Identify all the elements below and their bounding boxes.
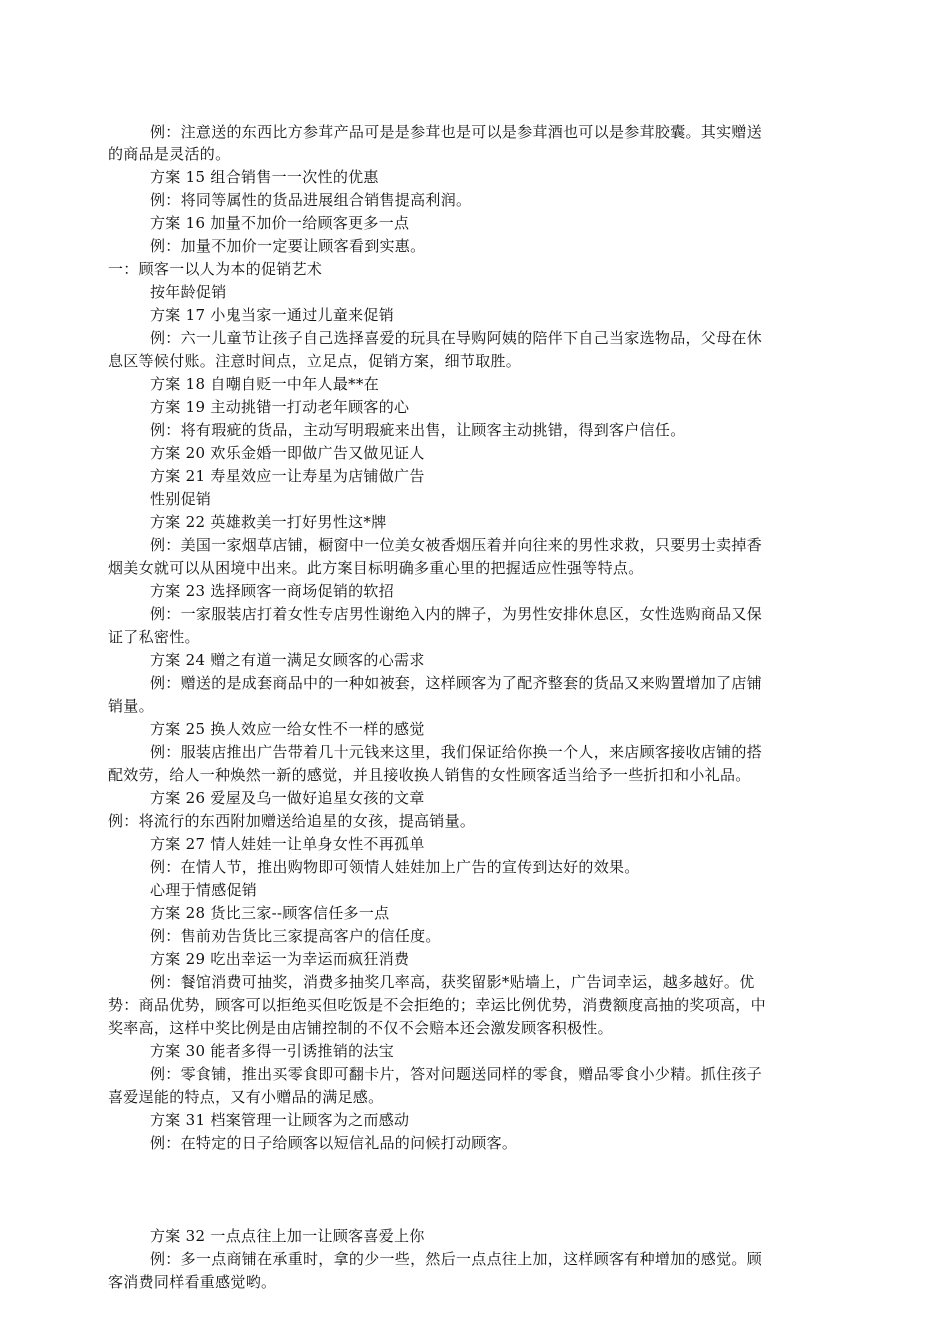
text-line: 方案 30 能者多得一引诱推销的法宝 (150, 1042, 395, 1060)
text-line: 例：在情人节，推出购物即可领情人娃娃加上广告的宣传到达好的效果。 (150, 858, 640, 876)
text-line: 方案 23 选择顾客一商场促销的软招 (150, 582, 395, 600)
text-line: 心理于情感促销 (150, 881, 258, 899)
text-line: 息区等候付账。注意时间点，立足点，促销方案，细节取胜。 (108, 352, 522, 370)
text-line: 例：多一点商铺在承重时，拿的少一些，然后一点点往上加，这样顾客有种增加的感觉。顾 (150, 1250, 763, 1268)
text-line: 喜爱逞能的特点，又有小赠品的满足感。 (108, 1088, 384, 1106)
text-line: 销量。 (108, 697, 154, 715)
text-line: 按年龄促销 (150, 283, 227, 301)
text-line: 势：商品优势，顾客可以拒绝买但吃饭是不会拒绝的；幸运比例优势，消费额度高抽的奖项高，中 (108, 996, 766, 1014)
text-line: 方案 21 寿星效应一让寿星为店铺做广告 (150, 467, 425, 485)
text-line: 烟美女就可以从困境中出来。此方案目标明确多重心里的把握适应性强等特点。 (108, 559, 644, 577)
text-line: 客消费同样看重感觉哟。 (108, 1273, 277, 1291)
text-line: 证了私密性。 (108, 628, 200, 646)
text-line: 方案 27 情人娃娃一让单身女性不再孤单 (150, 835, 425, 853)
text-line: 例：赠送的是成套商品中的一种如被套，这样顾客为了配齐整套的货品又来购置增加了店铺 (150, 674, 763, 692)
text-line: 方案 22 英雄救美一打好男性这*牌 (150, 513, 387, 531)
text-line: 方案 32 一点点往上加一让顾客喜爱上你 (150, 1227, 425, 1245)
text-line: 例：美国一家烟草店铺，橱窗中一位美女被香烟压着并向往来的男性求救，只要男士卖掉香 (150, 536, 763, 554)
text-line: 方案 17 小鬼当家一通过儿童来促销 (150, 306, 395, 324)
text-line: 的商品是灵活的。 (108, 145, 231, 163)
text-line: 方案 15 组合销售一一次性的优惠 (150, 168, 379, 186)
text-line: 方案 29 吃出幸运一为幸运而疯狂消费 (150, 950, 410, 968)
text-line: 例：六一儿童节让孩子自己选择喜爱的玩具在导购阿姨的陪伴下自己当家选物品，父母在休 (150, 329, 763, 347)
text-line: 例：将同等属性的货品进展组合销售提高利润。 (150, 191, 472, 209)
text-line: 例：在特定的日子给顾客以短信礼品的问候打动顾客。 (150, 1134, 518, 1152)
text-line: 方案 19 主动挑错一打动老年顾客的心 (150, 398, 410, 416)
text-line: 方案 26 爱屋及乌一做好追星女孩的文章 (150, 789, 425, 807)
text-line: 例：将有瑕疵的货品，主动写明瑕疵来出售，让顾客主动挑错，得到客户信任。 (150, 421, 686, 439)
text-line: 方案 18 自嘲自贬一中年人最**在 (150, 375, 380, 393)
text-line: 例：一家服装店打着女性专店男性谢绝入内的牌子，为男性安排休息区，女性选购商品又保 (150, 605, 763, 623)
text-line: 例：售前劝告货比三家提高客户的信任度。 (150, 927, 441, 945)
text-line: 配效劳，给人一种焕然一新的感觉，并且接收换人销售的女性顾客适当给予一些折扣和小礼品。 (108, 766, 751, 784)
text-line: 例：将流行的东西附加赠送给追星的女孩，提高销量。 (108, 812, 476, 830)
text-line: 例：零食铺，推出买零食即可翻卡片，答对问题送同样的零食，赠品零食小少精。抓住孩子 (150, 1065, 763, 1083)
text-line: 方案 31 档案管理一让顾客为之而感动 (150, 1111, 410, 1129)
text-line: 方案 25 换人效应一给女性不一样的感觉 (150, 720, 425, 738)
text-line: 例：餐馆消费可抽奖，消费多抽奖几率高，获奖留影*贴墙上，广告词幸运，越多越好。优 (150, 973, 755, 991)
text-line: 奖率高，这样中奖比例是由店铺控制的不仅不会赔本还会激发顾客积极性。 (108, 1019, 613, 1037)
text-line: 例：加量不加价一定要让顾客看到实惠。 (150, 237, 426, 255)
text-line: 方案 28 货比三家--顾客信任多一点 (150, 904, 390, 922)
text-line: 方案 24 赠之有道一满足女顾客的心需求 (150, 651, 425, 669)
text-line: 一：顾客一以人为本的促销艺术 (108, 260, 323, 278)
text-line: 例：注意送的东西比方参茸产品可是是参茸也是可以是参茸酒也可以是参茸胶囊。其实赠送 (150, 123, 763, 141)
text-line: 方案 20 欢乐金婚一即做广告又做见证人 (150, 444, 425, 462)
text-line: 方案 16 加量不加价一给顾客更多一点 (150, 214, 410, 232)
text-line: 性别促销 (150, 490, 212, 508)
text-line: 例：服装店推出广告带着几十元钱来这里，我们保证给你换一个人，来店顾客接收店铺的搭 (150, 743, 763, 761)
